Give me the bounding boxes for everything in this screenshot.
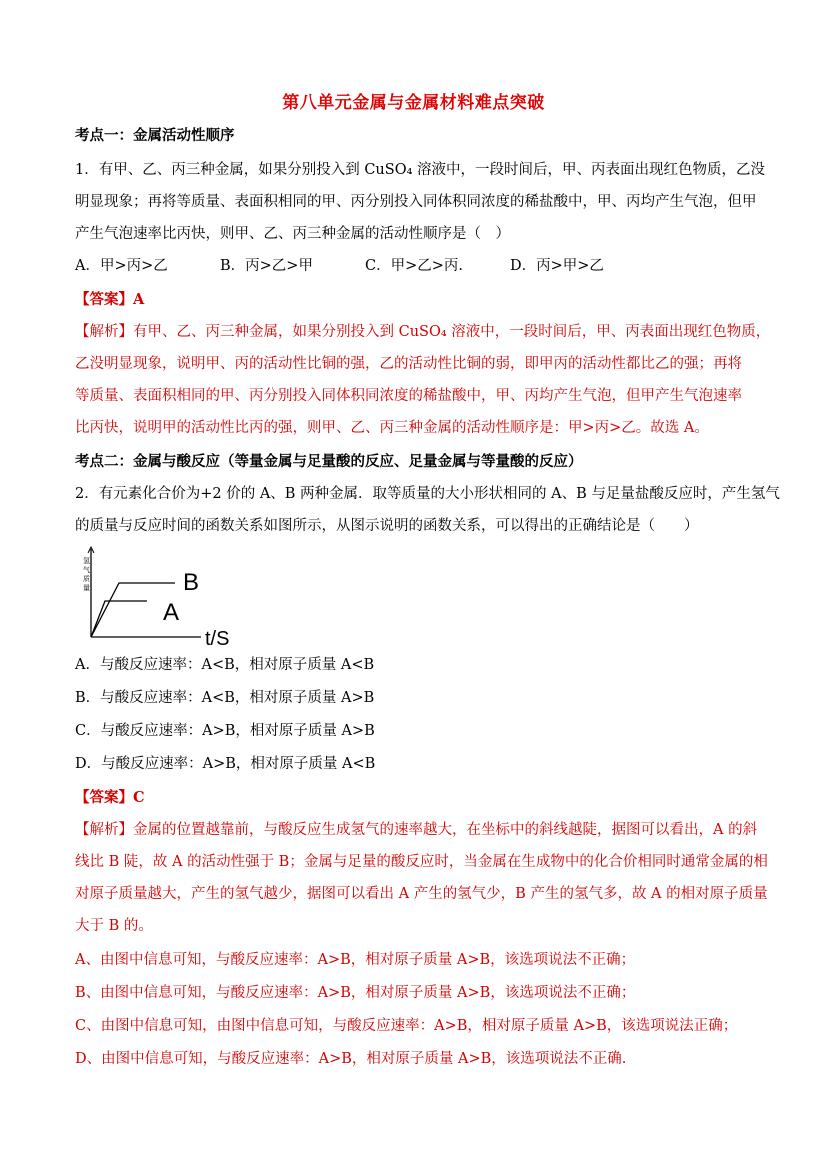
analysis-1-line-3: 等质量、表面积相同的甲、丙分别投入同体积同浓度的稀盐酸中，甲、丙均产生气泡，但甲产生气泡速率 <box>75 388 742 404</box>
option-analysis-b: B、由图中信息可知，与酸反应速率：A>B，相对原子质量 A>B，该选项说法不正确； <box>75 985 636 1001</box>
q2-option-a: A．与酸反应速率：A<B，相对原子质量 A<B <box>75 657 375 673</box>
page-title: 第八单元金属与金属材料难点突破 <box>282 93 545 113</box>
series-b-label: B <box>183 569 200 596</box>
section-heading-2: 考点二：金属与酸反应（等量金属与足量酸的反应、足量金属与等量酸的反应） <box>75 453 583 470</box>
question-1-options <box>75 256 630 276</box>
question-2-line-1: 2．有元素化合价为+2 价的 A、B 两种金属．取等质量的大小形状相同的 A、B 与足量盐酸反应时，产生氢气 <box>75 486 780 502</box>
analysis-1-line-4: 比丙快，说明甲的活动性比丙的强，则甲、乙、丙三种金属的活动性顺序是：甲>丙>乙。故选 A。 <box>75 420 709 436</box>
answer-1: 【答案】A <box>75 291 145 308</box>
analysis-2-line-2: 线比 B 陡，故 A 的活动性强于 B；金属与足量的酸反应时，当金属在生成物中的化合价相同时通常金属的相 <box>75 854 768 870</box>
q1-option-c: C．甲>乙>丙. <box>365 258 464 274</box>
y-axis-label: 氢气质量 <box>83 558 90 592</box>
analysis-1-line-1: 【解析】有甲、乙、丙三种金属，如果分别投入到 CuSO₄ 溶液中，一段时间后，甲、丙表面出现红色物质， <box>75 324 771 340</box>
analysis-2-line-4: 大于 B 的。 <box>75 918 153 934</box>
series-a-label: A <box>163 599 180 626</box>
option-analysis-c: C、由图中信息可知，由图中信息可知，与酸反应速率：A>B，相对原子质量 A>B，该选项说法正确； <box>75 1018 738 1034</box>
analysis-2-line-3: 对原子质量越大，产生的氢气越少，据图可以看出 A 产生的氢气少，B 产生的氢气多，故 A 的相对原子质量 <box>75 886 768 902</box>
question-1-line-3: 产生气泡速率比丙快，则甲、乙、丙三种金属的活动性顺序是（ ） <box>75 226 510 242</box>
answer-2: 【答案】C <box>75 789 145 806</box>
section-heading-1: 考点一：金属活动性顺序 <box>75 127 235 144</box>
option-analysis-a: A、由图中信息可知，与酸反应速率：A>B，相对原子质量 A>B，该选项说法不正确； <box>75 952 636 968</box>
x-axis-label: t/S <box>205 628 230 645</box>
analysis-1-line-2: 乙没明显现象，说明甲、丙的活动性比铜的强，乙的活动性比铜的弱，即甲丙的活动性都比乙的强；再将 <box>75 356 742 372</box>
question-1-line-2: 明显现象；再将等质量、表面积相同的甲、丙分别投入同体积同浓度的稀盐酸中，甲、丙均产生气泡，但甲 <box>75 194 757 210</box>
series-line-a <box>91 601 147 637</box>
option-analysis-d: D、由图中信息可知，与酸反应速率：A>B，相对原子质量 A>B，该选项说法不正确. <box>75 1051 627 1067</box>
question-1-line-1: 1．有甲、乙、丙三种金属，如果分别投入到 CuSO₄ 溶液中，一段时间后，甲、丙表面出现红色物质，乙没 <box>75 162 766 178</box>
q2-option-d: D．与酸反应速率：A>B，相对原子质量 A<B <box>75 756 376 772</box>
q1-option-b: B．丙>乙>甲 <box>220 258 313 274</box>
q2-option-c: C．与酸反应速率：A>B，相对原子质量 A>B <box>75 723 375 739</box>
analysis-2-line-1: 【解析】金属的位置越靠前，与酸反应生成氢气的速率越大，在坐标中的斜线越陡，据图可以看出，A 的斜 <box>75 822 758 838</box>
q2-option-b: B．与酸反应速率：A<B，相对原子质量 A>B <box>75 690 375 706</box>
hydrogen-mass-chart <box>83 545 253 645</box>
q1-option-a: A．甲>丙>乙 <box>75 258 168 274</box>
question-2-line-2: 的质量与反应时间的函数关系如图所示，从图示说明的函数关系，可以得出的正确结论是（ ） <box>75 518 699 534</box>
q1-option-d: D．丙>甲>乙 <box>510 258 604 274</box>
